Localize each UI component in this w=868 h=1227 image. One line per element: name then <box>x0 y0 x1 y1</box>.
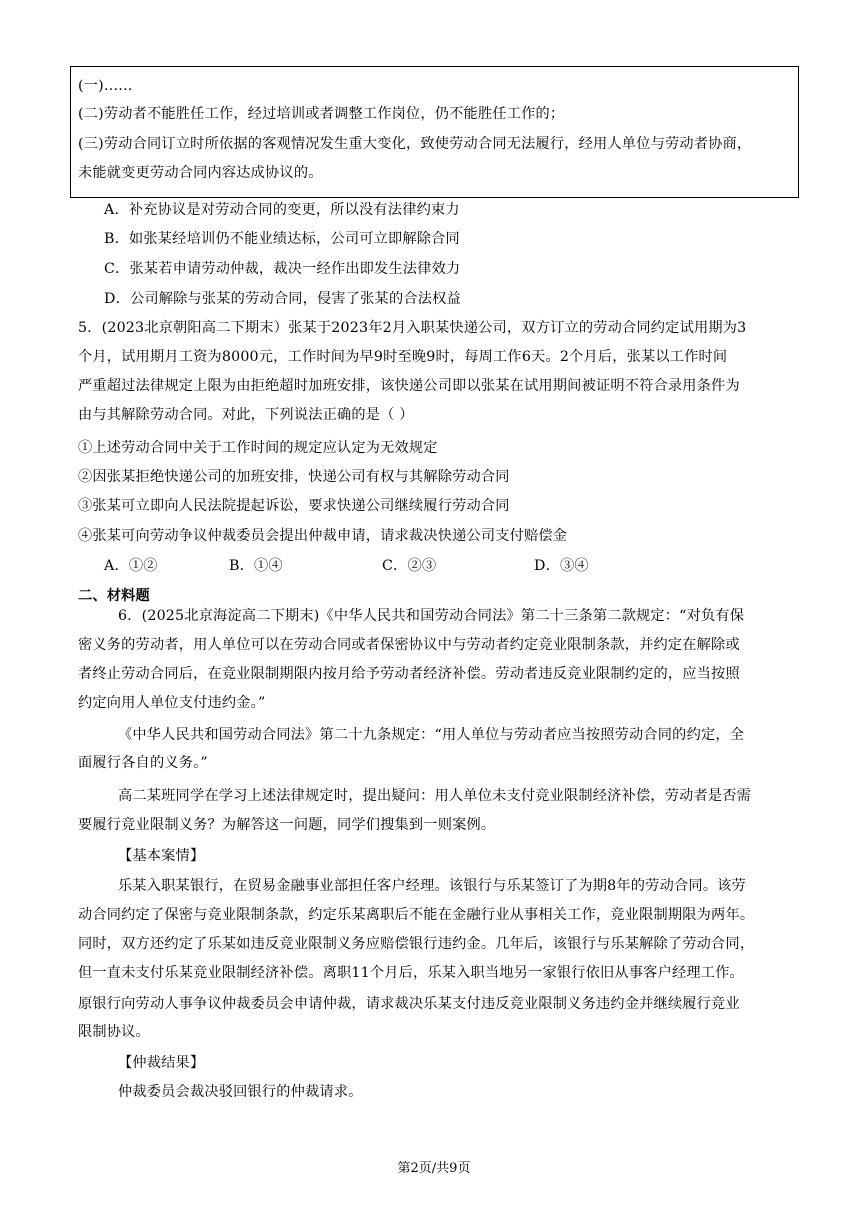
q5-stem-line: 由与其解除劳动合同。对此，下列说法正确的是（ ） <box>78 407 414 423</box>
q6-line: 约定向用人单位支付违约金。” <box>78 695 266 711</box>
q5-statement: ③张某可立即向人民法院提起诉讼，要求快递公司继续履行劳动合同 <box>78 498 510 514</box>
q6-line: 乐某入职某银行，在贸易金融事业部担任客户经理。该银行与乐某签订了为期8年的劳动合同。该劳 <box>118 878 746 894</box>
q6-line: 要履行竞业限制义务？为解答这一问题，同学们搜集到一则案例。 <box>78 817 496 833</box>
option-c: C．张某若申请劳动仲裁，裁决一经作出即发生法律效力 <box>104 261 461 277</box>
q6-line: 《中华人民共和国劳动合同法》第二十九条规定：“用人单位与劳动者应当按照劳动合同的约定，全 <box>118 727 745 743</box>
q6-line: 仲裁委员会裁决驳回银行的仲裁请求。 <box>118 1084 363 1100</box>
q5-stem-line: 严重超过法律规定上限为由拒绝超时加班安排，该快递公司即以张某在试用期间被证明不符合录用条件为 <box>78 378 740 394</box>
q5-option-c: C．②③ <box>382 558 437 574</box>
option-d: D．公司解除与张某的劳动合同，侵害了张某的合法权益 <box>104 291 461 307</box>
q6-line: 但一直未支付乐某竞业限制经济补偿。离职11个月后，乐某入职当地另一家银行依旧从事客户经理工作。 <box>78 965 744 981</box>
q5-statement: ①上述劳动合同中关于工作时间的规定应认定为无效规定 <box>78 440 438 456</box>
q6-line: 限制协议。 <box>78 1024 150 1040</box>
option-b: B．如张某经培训仍不能业绩达标，公司可立即解除合同 <box>104 231 460 247</box>
page-footer: 第2页/共9页 <box>397 1161 471 1176</box>
box-line: (一)…… <box>78 78 133 94</box>
case-heading: 【基本案情】 <box>118 848 205 864</box>
q6-line: 同时，双方还约定了乐某如违反竞业限制义务应赔偿银行违约金。几年后，该银行与乐某解除了劳动合同， <box>78 936 755 952</box>
q5-option-a: A．①② <box>104 558 158 574</box>
section-heading: 二、材料题 <box>78 588 150 604</box>
q5-stem-line: 个月，试用期月工资为8000元，工作时间为早9时至晚9时，每周工作6天。2个月后，张某以工作时间 <box>78 349 728 365</box>
option-a: A．补充协议是对劳动合同的变更，所以没有法律约束力 <box>104 202 460 218</box>
q5-stem-line: 5．(2023北京朝阳高二下期末）张某于2023年2月入职某快递公司，双方订立的劳动合同约定试用期为3 <box>78 320 747 336</box>
box-line: 未能就变更劳动合同内容达成协议的。 <box>78 165 323 181</box>
q5-option-d: D．③④ <box>534 558 589 574</box>
q6-line: 面履行各自的义务。” <box>78 755 208 771</box>
q6-line: 6．(2025北京海淀高二下期末)《中华人民共和国劳动合同法》第二十三条第二款规定：“对负有保 <box>118 608 745 624</box>
q6-line: 高二某班同学在学习上述法律规定时，提出疑问：用人单位未支付竞业限制经济补偿，劳动者是否需 <box>118 788 752 804</box>
q6-line: 密义务的劳动者，用人单位可以在劳动合同或者保密协议中与劳动者约定竞业限制条款，并约定在解除或 <box>78 637 740 653</box>
box-line: (三)劳动合同订立时所依据的客观情况发生重大变化，致使劳动合同无法履行，经用人单位与劳动者协商， <box>78 136 752 152</box>
q6-line: 动合同约定了保密与竞业限制条款，约定乐某离职后不能在金融行业从事相关工作，竞业限制期限为两年。 <box>78 907 755 923</box>
q6-line: 者终止劳动合同后，在竞业限制期限内按月给予劳动者经济补偿。劳动者违反竞业限制约定的，应当按照 <box>78 666 740 682</box>
q6-line: 原银行向劳动人事争议仲裁委员会申请仲裁，请求裁决乐某支付违反竞业限制义务违约金并继续履行竞业 <box>78 996 740 1012</box>
box-line: (二)劳动者不能胜任工作，经过培训或者调整工作岗位，仍不能胜任工作的； <box>78 106 565 122</box>
q5-statement: ②因张某拒绝快递公司的加班安排，快递公司有权与其解除劳动合同 <box>78 469 510 485</box>
result-heading: 【仲裁结果】 <box>118 1055 205 1071</box>
q5-statement: ④张某可向劳动争议仲裁委员会提出仲裁申请，请求裁决快递公司支付赔偿金 <box>78 528 568 544</box>
q5-option-b: B．①④ <box>229 558 283 574</box>
